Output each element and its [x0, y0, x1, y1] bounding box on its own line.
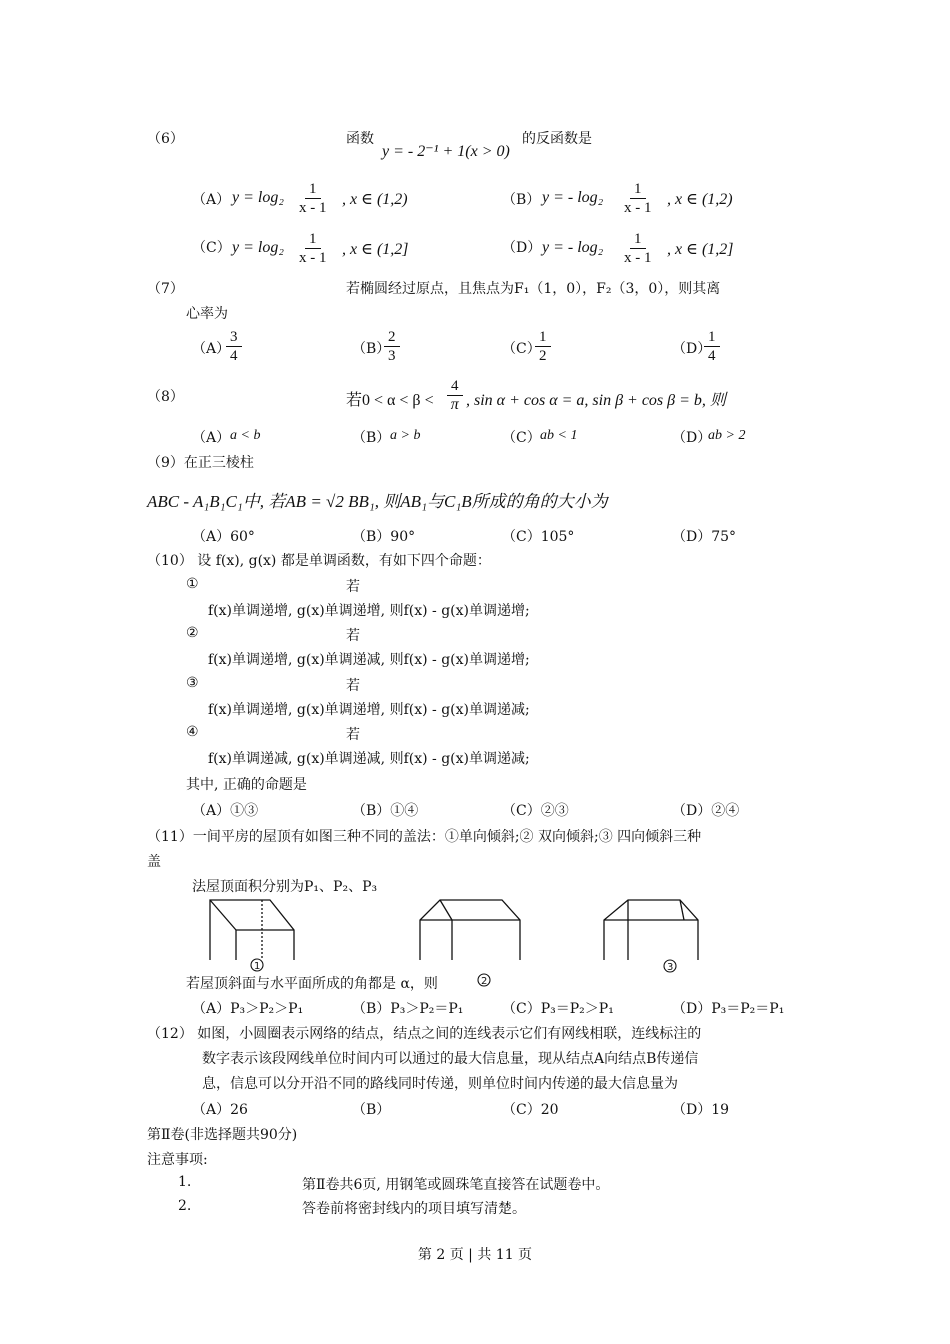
q7-number: （7） [147, 281, 184, 297]
q7-option-a-fraction [226, 328, 242, 365]
q8-option-a-label: （A） [192, 430, 231, 446]
q9-option-a: （A）60° [192, 529, 255, 545]
q7-option-b-label: （B） [352, 341, 391, 357]
q10-p4-ruo: 若 [346, 727, 360, 743]
q6-option-c-log: y = log₂ [232, 239, 284, 256]
q11-option-a: （A）P₃＞P₂＞P₁ [192, 1001, 304, 1017]
q10-p2-mark: ② [186, 625, 199, 641]
q7-a-num: 3 [226, 328, 242, 347]
q8-option-a: a < b [230, 428, 261, 443]
note-1-text: 第Ⅱ卷共6页, 用钢笔或圆珠笔直接答在试题卷中。 [302, 1177, 610, 1193]
q8-option-c-label: （C） [502, 430, 541, 446]
q9-option-b: （B）90° [352, 529, 416, 545]
q12-option-b: （B） [352, 1102, 391, 1118]
roof-2-marker [474, 970, 494, 990]
q6-c-frac-den: x - 1 [299, 250, 327, 266]
q7-text: 若椭圆经过原点，且焦点为F₁（1，0），F₂（3，0），则其离 [346, 281, 721, 297]
q6-option-d-label: （D） [502, 240, 542, 256]
q6-option-d-log: y = - log₂ [542, 239, 604, 256]
part2-title: 第Ⅱ卷(非选择题共90分) [147, 1127, 298, 1143]
q8-option-b-label: （B） [352, 430, 391, 446]
q10-p4-mark: ④ [186, 724, 199, 740]
q10-option-d: （D）②④ [672, 803, 740, 819]
q10-p2: f(x)单调递增, g(x)单调递减, 则f(x) - g(x)单调递增; [208, 652, 530, 668]
q10-p4: f(x)单调递减, g(x)单调递减, 则f(x) - g(x)单调递减; [208, 751, 530, 767]
q10-p3-ruo: 若 [346, 678, 360, 694]
q10-p3: f(x)单调递增, g(x)单调递增, 则f(x) - g(x)单调递减; [208, 702, 530, 718]
q11-line1-cont: 盖 [147, 854, 161, 870]
q9-option-d: （D）75° [672, 529, 737, 545]
roof-1-label: 1 [254, 961, 261, 972]
q10-option-c: （C）②③ [502, 803, 569, 819]
q6-option-a-label: （A） [192, 192, 231, 208]
roof-3-label: 3 [667, 962, 674, 973]
roof-2-label: 2 [481, 976, 488, 987]
note-1-number: 1. [178, 1174, 192, 1190]
page-footer: 第 2 页 | 共 11 页 [417, 1247, 533, 1263]
q10-correct-prompt: 其中, 正确的命题是 [186, 777, 307, 793]
q6-b-frac-num: 1 [630, 180, 646, 199]
q11-option-d: （D）P₃＝P₂＝P₁ [672, 1001, 785, 1017]
q6-option-c-fraction [299, 230, 327, 267]
q12-line3: 息，信息可以分开沿不同的路线同时传递，则单位时间内传递的最大信息量为 [202, 1076, 678, 1092]
q10-p1: f(x)单调递增, g(x)单调递增, 则f(x) - g(x)单调递增; [208, 603, 530, 619]
q7-d-num: 1 [704, 328, 720, 347]
q6-option-b-label: （B） [502, 192, 541, 208]
q6-option-b-fraction [624, 180, 652, 217]
q10-option-b: （B）①④ [352, 803, 419, 819]
q6-option-a-log: y = log₂ [232, 189, 284, 206]
q9-formula: ABC - A₁B₁C₁中, 若AB = √2 BB₁, 则AB₁与C₁B所成的角的大小为 [147, 492, 608, 511]
q6-a-frac-num: 1 [305, 180, 321, 199]
q6-a-frac-den: x - 1 [299, 200, 327, 216]
q6-option-c-domain: , x ∈ (1,2] [342, 241, 409, 258]
roof-figure-3 [598, 890, 708, 980]
part2-notes: 注意事项: [147, 1152, 208, 1168]
q6-option-d-fraction [624, 230, 652, 267]
q8-fraction [447, 377, 463, 414]
note-2-text: 答卷前将密封线内的项目填写清楚。 [302, 1201, 526, 1217]
q6-option-a-fraction [299, 180, 327, 217]
q8-premise: 若0 < α < β < [346, 392, 434, 409]
q6-tail: 的反函数是 [522, 131, 592, 147]
q7-option-b-fraction [384, 328, 400, 365]
q11-option-c: （C）P₃＝P₂＞P₁ [502, 1001, 614, 1017]
q6-b-frac-den: x - 1 [624, 200, 652, 216]
roof-figure-1 [200, 890, 310, 980]
q11-option-b: （B）P₃＞P₂＝P₁ [352, 1001, 464, 1017]
q11-line1: （11）一间平房的屋顶有如图三种不同的盖法：①单向倾斜;② 双向倾斜;③ 四向倾斜三种 [147, 829, 702, 845]
q8-condition: , sin α + cos α = a, sin β + cos β = b, 则 [466, 392, 726, 409]
q9-option-c: （C）105° [502, 529, 575, 545]
q8-option-d-label: （D） [672, 430, 712, 446]
q9-title: （9）在正三棱柱 [147, 455, 254, 471]
q6-option-c-label: （C） [192, 240, 231, 256]
q7-b-num: 2 [384, 328, 400, 347]
q7-option-d-fraction [704, 328, 720, 365]
q7-option-d-label: （D） [672, 341, 712, 357]
q10-p3-mark: ③ [186, 675, 199, 691]
q12-line2: 数字表示该段网线单位时间内可以通过的最大信息量，现从结点A向结点B传递信 [202, 1051, 699, 1067]
q8-number: （8） [147, 389, 184, 405]
note-2-number: 2. [178, 1198, 192, 1214]
q6-option-b-domain: , x ∈ (1,2) [667, 191, 733, 208]
q7-option-c-fraction [535, 328, 551, 365]
q7-option-c-label: （C） [502, 341, 541, 357]
q12-option-d: （D）19 [672, 1102, 730, 1118]
q7-a-den: 4 [230, 348, 238, 364]
q6-lead: 函数 [346, 131, 374, 147]
q6-c-frac-num: 1 [305, 230, 321, 249]
q6-d-frac-num: 1 [630, 230, 646, 249]
q11-line3: 若屋顶斜面与水平面所成的角都是 α，则 [186, 976, 438, 992]
q6-option-b-log: y = - log₂ [542, 189, 604, 206]
q10-p1-mark: ① [186, 576, 199, 592]
q6-option-a-domain: , x ∈ (1,2) [342, 191, 408, 208]
q7-c-num: 1 [535, 328, 551, 347]
q8-option-c: ab < 1 [540, 428, 578, 443]
q10-p1-ruo: 若 [346, 579, 360, 595]
q12-option-a: （A）26 [192, 1102, 248, 1118]
q7-d-den: 4 [708, 348, 716, 364]
q11-line2: 法屋顶面积分别为P₁、P₂、P₃ [192, 879, 378, 895]
q8-frac-num: 4 [447, 377, 463, 396]
q6-option-d-domain: , x ∈ (1,2] [667, 241, 734, 258]
q12-option-c: （C）20 [502, 1102, 559, 1118]
q6-d-frac-den: x - 1 [624, 250, 652, 266]
q10-option-a: （A）①③ [192, 803, 259, 819]
q8-option-b: a > b [390, 428, 421, 443]
q7-option-a-label: （A） [192, 341, 231, 357]
q7-continued: 心率为 [186, 306, 228, 322]
q6-function: y = - 2⁻¹ + 1(x > 0) [382, 143, 510, 160]
q6-number: （6） [147, 131, 184, 147]
q7-c-den: 2 [539, 348, 547, 364]
q10-intro: （10） 设 f(x), g(x) 都是单调函数，有如下四个命题： [147, 553, 491, 569]
roof-figure-2 [410, 890, 530, 965]
q12-line1: （12） 如图，小圆圈表示网络的结点，结点之间的连线表示它们有网线相联，连线标注的 [147, 1026, 702, 1042]
q8-option-d: ab > 2 [708, 428, 746, 443]
q10-p2-ruo: 若 [346, 628, 360, 644]
q8-frac-den: π [450, 396, 459, 413]
q7-b-den: 3 [388, 348, 396, 364]
